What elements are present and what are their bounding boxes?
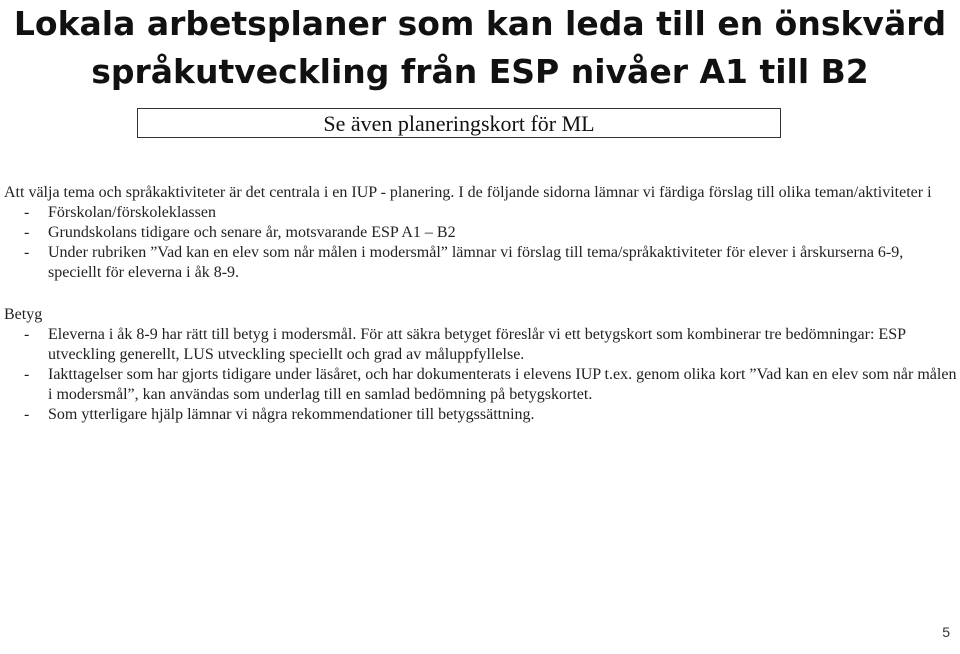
list-dash: -	[24, 406, 30, 423]
list-item-text: Som ytterligare hjälp lämnar vi några rekommendationer till betygssättning.	[48, 406, 535, 423]
list-item-text: Eleverna i åk 8-9 har rätt till betyg i modersmål. För att säkra betyget föreslår vi ett betygskort som kombinerar tre bedömningar: ESP utveckling generellt, LUS utveckling speciellt och grad av måluppfyllelse.	[48, 326, 906, 363]
list-item	[4, 203, 959, 223]
intro-paragraph: Att välja tema och språkaktiviteter är det centrala i en IUP - planering. I de följande sidorna lämnar vi färdiga förslag till olika teman/aktiviteter i	[4, 184, 932, 201]
list-dash: -	[24, 204, 30, 221]
subtitle-box	[137, 108, 781, 138]
list-item-text: Förskolan/förskoleklassen	[48, 204, 216, 221]
list-item	[4, 243, 959, 283]
list-dash: -	[24, 224, 30, 241]
subtitle-text: Se även planeringskort för ML	[323, 111, 595, 136]
school-levels-list	[4, 203, 959, 283]
page-number: 5	[942, 624, 950, 640]
list-dash: -	[24, 244, 30, 261]
page-title	[0, 0, 960, 96]
list-item	[4, 325, 959, 365]
section-heading-betyg: Betyg	[4, 306, 43, 323]
document-body	[4, 183, 959, 425]
list-item-text: Grundskolans tidigare och senare år, motsvarande ESP A1 – B2	[48, 224, 456, 241]
title-line-1: Lokala arbetsplaner som kan leda till en önskvärd	[13, 4, 947, 43]
list-item	[4, 223, 959, 243]
betyg-list	[4, 325, 959, 425]
list-item-text: Iakttagelser som har gjorts tidigare under läsåret, och har dokumenterats i elevens IUP t.ex. genom olika kort ”Vad kan en elev som når målen i modersmål”, kan användas som underlag till en samlad bedömning på betygskortet.	[48, 366, 957, 403]
list-item	[4, 365, 959, 405]
list-dash: -	[24, 366, 30, 383]
list-item-text: Under rubriken ”Vad kan en elev som når målen i modersmål” lämnar vi förslag till tema/språkaktiviteter för elever i årskurserna 6-9, speciellt för eleverna i åk 8-9.	[48, 244, 904, 281]
list-item	[4, 405, 959, 425]
title-line-2: språkutveckling från ESP nivåer A1 till B2	[91, 52, 869, 91]
list-dash: -	[24, 326, 30, 343]
